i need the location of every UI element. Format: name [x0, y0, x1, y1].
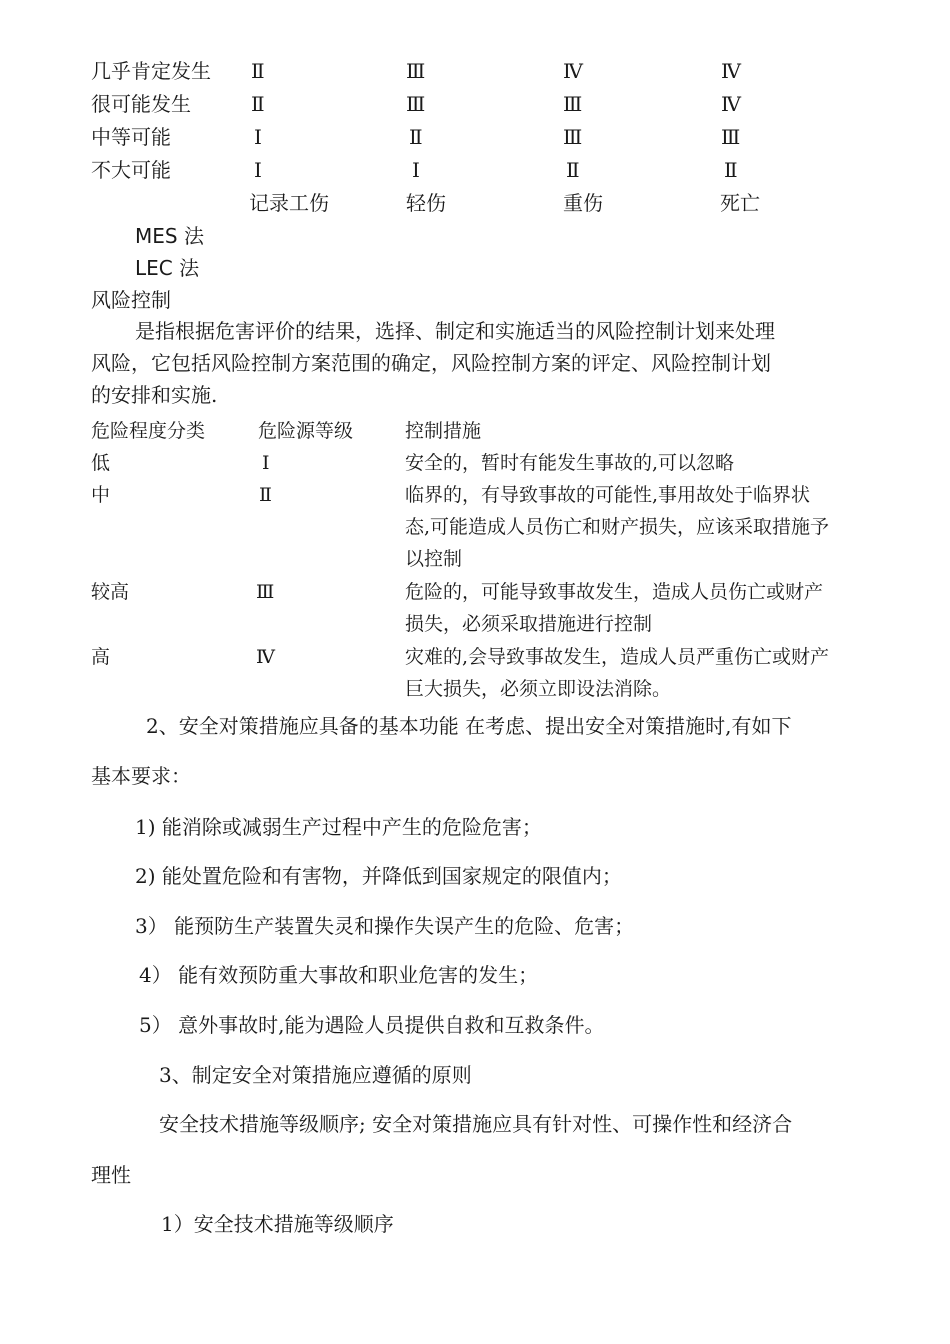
table-cell-category: 较高 — [91, 581, 130, 603]
matrix-cell: Ⅳ — [721, 92, 741, 116]
matrix-row-label: 不大可能 — [91, 158, 171, 182]
matrix-footer-label: 重伤 — [563, 191, 603, 215]
matrix-cell: Ⅲ — [563, 125, 583, 149]
paragraph-line: 安全技术措施等级顺序; 安全对策措施应具有针对性、可操作性和经济合 — [159, 1112, 793, 1136]
matrix-row-label: 几乎肯定发生 — [91, 59, 211, 83]
table-cell-measure: 安全的，暂时有能发生事故的,可以忽略 — [405, 452, 735, 474]
matrix-cell: Ⅱ — [251, 59, 265, 83]
matrix-cell: Ⅳ — [563, 59, 583, 83]
section-heading-continuation: 基本要求： — [91, 764, 191, 788]
matrix-cell: Ⅱ — [409, 125, 423, 149]
paragraph-line: 理性 — [91, 1163, 131, 1187]
table-cell-category: 高 — [91, 646, 111, 668]
method-mes: MES 法 — [135, 224, 204, 248]
table-cell-measure: 临界的，有导致事故的可能性,事用故处于临界状 — [405, 484, 811, 506]
matrix-cell: Ⅱ — [566, 158, 580, 182]
matrix-cell: Ⅲ — [563, 92, 583, 116]
matrix-footer-label: 轻伤 — [406, 191, 446, 215]
section-heading: 2、安全对策措施应具备的基本功能 在考虑、提出安全对策措施时,有如下 — [146, 714, 792, 738]
list-item: 2) 能处置危险和有害物，并降低到国家规定的限值内； — [135, 864, 622, 888]
table-cell-measure: 巨大损失，必须立即设法消除。 — [405, 678, 672, 700]
list-item: 4） 能有效预防重大事故和职业危害的发生； — [139, 963, 539, 987]
matrix-cell: Ⅰ — [412, 158, 420, 182]
matrix-footer-label: 记录工伤 — [249, 191, 329, 215]
definition-line: 风险，它包括风险控制方案范围的确定，风险控制方案的评定、风险控制计划 — [91, 351, 771, 375]
table-cell-level: Ⅳ — [256, 646, 275, 668]
list-item: 3） 能预防生产装置失灵和操作失误产生的危险、危害； — [135, 914, 635, 938]
matrix-cell: Ⅰ — [254, 125, 262, 149]
matrix-cell: Ⅳ — [721, 59, 741, 83]
sub-heading: 1）安全技术措施等级顺序 — [161, 1212, 394, 1236]
table-header: 危险程度分类 — [91, 420, 206, 442]
table-cell-level: Ⅱ — [259, 484, 272, 506]
matrix-cell: Ⅲ — [721, 125, 741, 149]
table-cell-measure: 灾难的,会导致事故发生，造成人员严重伤亡或财产 — [405, 646, 830, 668]
matrix-cell: Ⅰ — [254, 158, 262, 182]
matrix-row-label: 很可能发生 — [91, 92, 191, 116]
section-heading: 3、制定安全对策措施应遵循的原则 — [159, 1063, 472, 1087]
table-header: 控制措施 — [405, 420, 482, 442]
table-cell-measure: 以控制 — [405, 548, 463, 570]
list-item: 5） 意外事故时,能为遇险人员提供自救和互救条件。 — [139, 1013, 605, 1037]
table-cell-measure: 损失，必须采取措施进行控制 — [405, 613, 653, 635]
matrix-cell: Ⅲ — [406, 59, 426, 83]
matrix-cell: Ⅲ — [406, 92, 426, 116]
matrix-row-label: 中等可能 — [91, 125, 171, 149]
table-cell-level: Ⅰ — [262, 452, 270, 474]
table-cell-measure: 态,可能造成人员伤亡和财产损失，应该采取措施予 — [405, 516, 830, 538]
table-cell-level: Ⅲ — [256, 581, 275, 603]
matrix-cell: Ⅱ — [724, 158, 738, 182]
table-header: 危险源等级 — [258, 420, 354, 442]
definition-line: 的安排和实施. — [91, 383, 218, 407]
matrix-footer-label: 死亡 — [720, 191, 760, 215]
matrix-cell: Ⅱ — [251, 92, 265, 116]
definition-line: 是指根据危害评价的结果，选择、制定和实施适当的风险控制计划来处理 — [135, 319, 775, 343]
method-lec: LEC 法 — [135, 256, 200, 280]
table-cell-category: 低 — [91, 452, 111, 474]
table-cell-category: 中 — [91, 484, 111, 506]
section-title: 风险控制 — [91, 288, 171, 312]
table-cell-measure: 危险的，可能导致事故发生，造成人员伤亡或财产 — [405, 581, 824, 603]
list-item: 1) 能消除或减弱生产过程中产生的危险危害； — [135, 815, 542, 839]
